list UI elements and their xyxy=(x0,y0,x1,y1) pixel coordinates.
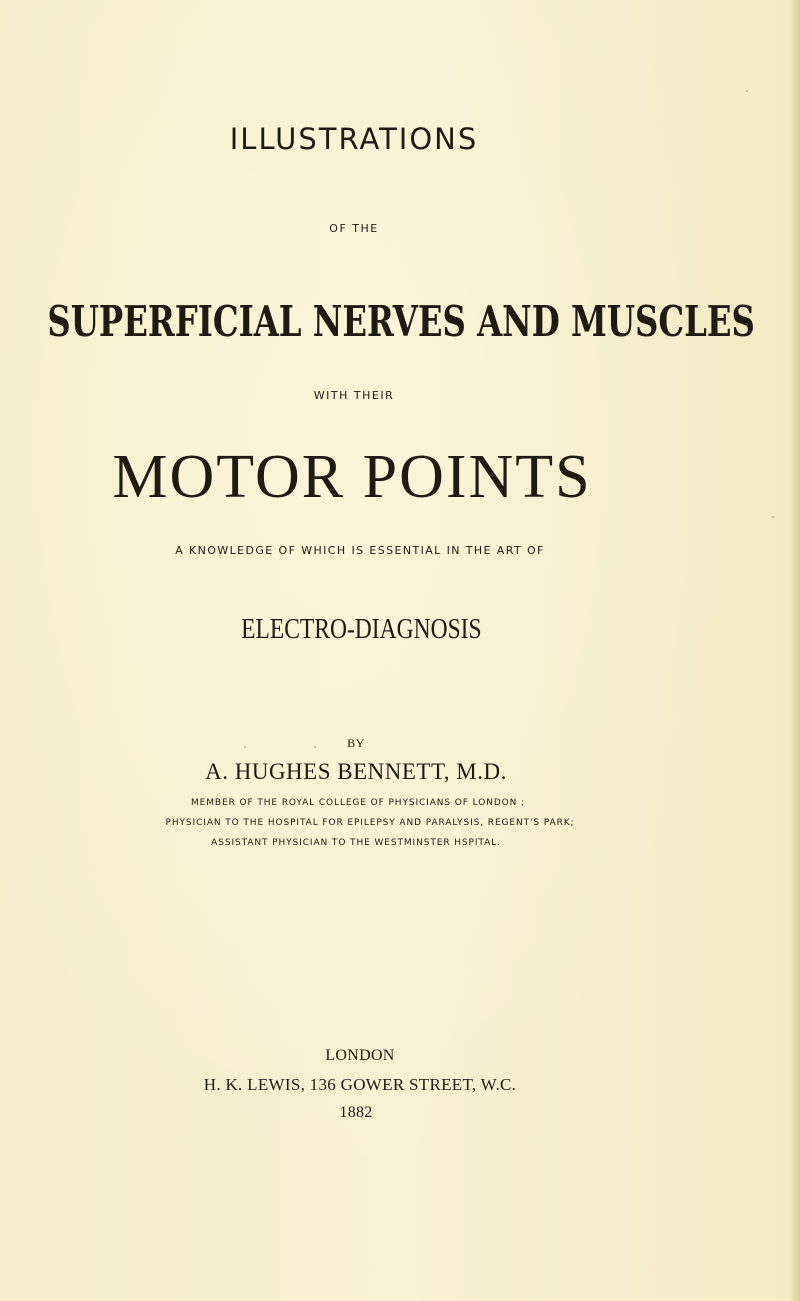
paper-speck xyxy=(746,90,748,92)
by-line: BY xyxy=(347,736,365,750)
subtitle-knowledge: A KNOWLEDGE OF WHICH IS ESSENTIAL IN THE ART OF xyxy=(175,544,545,557)
publisher: H. K. LEWIS, 136 GOWER STREET, W.C. xyxy=(203,1075,517,1094)
title-motor-points: MOTOR POINTS xyxy=(112,443,592,511)
title-superficial-nerves: SUPERFICIAL NERVES AND MUSCLES xyxy=(47,297,755,346)
page-edge xyxy=(790,0,800,1301)
paper-speck xyxy=(314,746,316,748)
publication-year: 1882 xyxy=(339,1104,373,1121)
subtitle-of-the: OF THE xyxy=(329,222,379,235)
publication-place: LONDON xyxy=(325,1047,395,1064)
author-credential: MEMBER OF THE ROYAL COLLEGE OF PHYSICIANS OF LONDON ; xyxy=(191,798,525,808)
title-electro-diagnosis: ELECTRO-DIAGNOSIS xyxy=(241,614,482,645)
subtitle-with-their: WITH THEIR xyxy=(313,389,395,402)
paper-speck xyxy=(772,516,774,518)
title-illustrations: ILLUSTRATIONS xyxy=(229,122,479,156)
author-name: A. HUGHES BENNETT, M.D. xyxy=(205,759,507,784)
paper-speck xyxy=(244,746,246,748)
author-credential: PHYSICIAN TO THE HOSPITAL FOR EPILEPSY AND PARALYSIS, REGENT'S PARK; xyxy=(165,818,575,828)
author-credential: ASSISTANT PHYSICIAN TO THE WESTMINSTER HSPITAL. xyxy=(211,838,501,848)
